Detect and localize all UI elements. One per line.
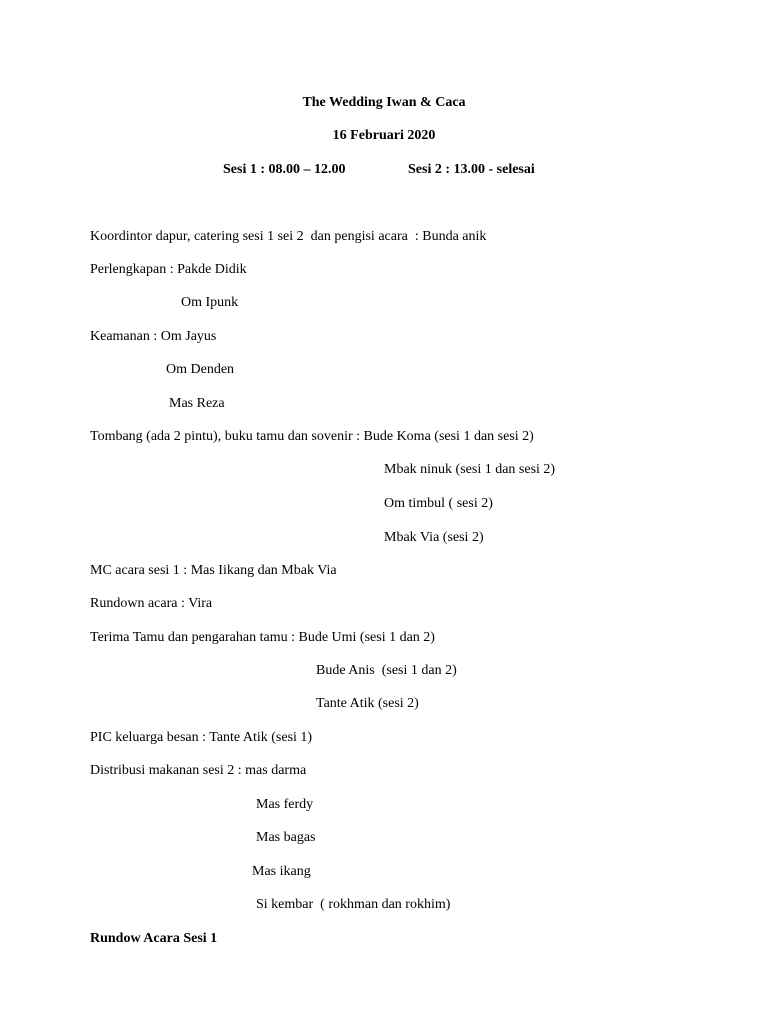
mc-line: MC acara sesi 1 : Mas Iikang dan Mbak Via [90, 563, 337, 578]
keamanan-line: Keamanan : Om Jayus [90, 329, 217, 344]
terima-tamu-member: Tante Atik (sesi 2) [316, 696, 419, 711]
tombang-member: Om timbul ( sesi 2) [384, 496, 493, 511]
distribusi-member: Mas ikang [252, 864, 311, 879]
terima-tamu-line: Terima Tamu dan pengarahan tamu : Bude Umi (sesi 1 dan 2) [90, 630, 435, 645]
pic-line: PIC keluarga besan : Tante Atik (sesi 1) [90, 730, 313, 745]
perlengkapan-line: Perlengkapan : Pakde Didik [90, 262, 247, 277]
section-heading: Rundow Acara Sesi 1 [90, 931, 218, 946]
document-title: The Wedding Iwan & Caca [302, 95, 466, 110]
keamanan-member: Mas Reza [169, 396, 225, 411]
tombang-member: Mbak ninuk (sesi 1 dan sesi 2) [384, 462, 556, 477]
distribusi-member: Si kembar ( rokhman dan rokhim) [256, 897, 451, 912]
distribusi-member: Mas bagas [256, 830, 316, 845]
keamanan-member: Om Denden [166, 362, 235, 377]
event-date: 16 Februari 2020 [332, 128, 436, 143]
tombang-member: Mbak Via (sesi 2) [384, 530, 484, 545]
rundown-line: Rundown acara : Vira [90, 596, 213, 611]
tombang-line: Tombang (ada 2 pintu), buku tamu dan sovenir : Bude Koma (sesi 1 dan sesi 2) [90, 429, 534, 444]
session-1-time: Sesi 1 : 08.00 – 12.00 [223, 162, 346, 177]
distribusi-member: Mas ferdy [256, 797, 314, 812]
distribusi-line: Distribusi makanan sesi 2 : mas darma [90, 763, 307, 778]
session-2-time: Sesi 2 : 13.00 - selesai [408, 162, 535, 177]
perlengkapan-member: Om Ipunk [181, 295, 239, 310]
terima-tamu-member: Bude Anis (sesi 1 dan 2) [316, 663, 457, 678]
koordinator-line: Koordintor dapur, catering sesi 1 sei 2 dan pengisi acara : Bunda anik [90, 229, 487, 244]
